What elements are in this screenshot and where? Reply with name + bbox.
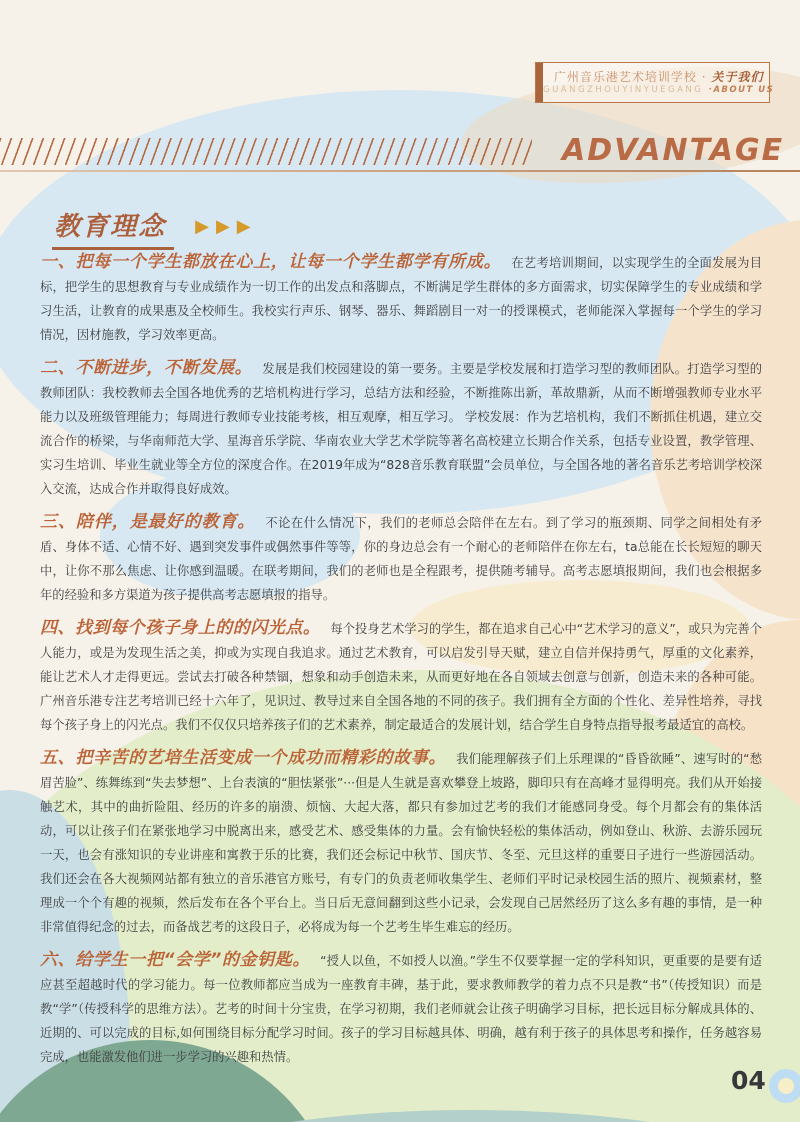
page-title: 教育理念 (52, 212, 174, 250)
section-body: 我们能理解孩子们上乐理课的“昏昏欲睡”、速写时的“愁眉苦脸”、练舞练到“失去梦想”、上台表演的“胆怯紧张”···但是人生就是喜欢攀登上坡路，脚印只有在高峰才显得明亮。我们从开始接触艺术，其中的曲折险阻、经历的许多的崩溃、烦恼、大起大落，都只有参加过艺考的我们才能感同身受。每个月都会有的集体活动，可以让孩子们在紧张地学习中脱离出来，感受艺术、感受集体的力量。会有愉快轻松的集体活动，例如登山、秋游、去游乐园玩一天，也会有涨知识的专业讲座和寓教于乐的比赛，我们还会标记中秋节、国庆节、冬至、元旦这样的重要日子进行一些游园活动。我们还会在各大视频网站都有独立的音乐港官方账号，有专门的负责老师收集学生、老师们平时记录校园生活的照片、视频素材，整理成一个个有趣的视频，然后发布在各个平台上。当日后无意间翻到这些小记录，会发现自己居然经历了这么多有趣的事情，是一种非常值得纪念的过去，而备战艺考的这段日子，必将成为每一个艺考生毕生难忘的经历。 (40, 752, 762, 934)
header-badge-bar (536, 63, 543, 102)
page-title-row (52, 206, 258, 243)
about-us-label: 关于我们 (711, 69, 764, 84)
section-body: 不论在什么情况下，我们的老师总会陪伴在左右。到了学习的瓶颈期、同学之间相处有矛盾、身体不适、心情不好、遇到突发事件或偶然事件等等，你的身边总会有一个耐心的老师陪伴在你左右，ta总能在长长短短的聊天中，让你不那么焦虑、让你感到温暖。在联考期间，我们的老师也是全程跟考，提供随考辅导。高考志愿填报期间，我们也会根据多年的经验和多方渠道为孩子提供高考志愿填报的指导。 (40, 516, 762, 602)
section-body: “授人以鱼，不如授人以渔。”学生不仅要掌握一定的学科知识，更重要的是要有适应甚至超越时代的学习能力。每一位教师都应当成为一座教育丰碑，基于此，要求教师教学的着力点不只是教“书”（传授知识）而是教“学”（传授科学的思维方法）。艺考的时间十分宝贵，在学习初期，我们老师就会让孩子明确学习目标，把长远目标分解成具体的、近期的、可以完成的目标,如何围绕目标分配学习时间。孩子的学习目标越具体、明确，越有利于孩子的具体思考和操作，任务越容易完成，也能激发他们进一步学习的兴趣和热情。 (40, 954, 762, 1064)
sections-container (40, 250, 762, 1078)
section-heading: 一、把每一个学生都放在心上，让每一个学生都学有所成。 (40, 252, 502, 272)
page-number: 04 (731, 1066, 766, 1095)
section-paragraph (40, 250, 762, 347)
about-us-label-en: ·ABOUT US (708, 84, 775, 95)
header-badge (535, 62, 775, 103)
divider-line (0, 170, 800, 172)
section-heading: 二、不断进步，不断发展。 (40, 358, 253, 378)
section-paragraph (40, 356, 762, 501)
header-badge-text (543, 70, 774, 96)
section-heading: 四、找到每个孩子身上的的闪光点。 (40, 618, 321, 638)
section-heading: 五、把辛苦的艺培生活变成一个成功而精彩的故事。 (40, 748, 447, 768)
diagonal-stripes-icon (0, 138, 532, 165)
section-body: 每个投身艺术学习的学生，都在追求自己心中“艺术学习的意义”，或只为完善个人能力，或是为发现生活之美，抑或为实现自我追求。通过艺术教育，可以启发引导天赋，建立自信并保持勇气，厚重的文化素养，能让艺术人才走得更远。尝试去打破各种禁锢，想象和动手创造未来，从而更好地在各自领域去创意与创新，创造未来的各种可能。广州音乐港专注艺考培训已经十六年了，见识过、教导过来自全国各地的不同的孩子。我们拥有全方面的个性化、差异性培养，寻找每个孩子身上的闪光点。我们不仅仅只培养孩子们的艺术素养，制定最适合的发展计划，结合学生自身特点指导报考最适宜的高校。 (40, 622, 763, 732)
section-paragraph (40, 746, 762, 939)
advantage-banner-title: ADVANTAGE (562, 133, 785, 168)
section-paragraph (40, 510, 762, 607)
page-dot-icon (769, 1069, 800, 1103)
school-name-en: GUANGZHOUYINYUEGANG (543, 84, 704, 95)
section-heading: 六、给学生一把“会学”的金钥匙。 (40, 950, 311, 970)
section-body: 发展是我们校园建设的第一要务。主要是学校发展和打造学习型的教师团队。打造学习型的教师团队：我校教师去全国各地优秀的艺培机构进行学习，总结方法和经验，不断推陈出新，革故鼎新，从而不断增强教师专业水平能力以及班级管理能力；每周进行教师专业技能考核，相互观摩，相互学习。 学校发展：作为艺培机构，我们不断抓住机遇，建立交流合作的桥梁，与华南师范大学、星海音乐学院、华南农业大学艺术学院等著名高校建立长期合作关系，包括专业设置，教学管理、实习生培训、毕业生就业等全方位的深度合作。在2019年成为“828音乐教育联盟”会员单位，与全国各地的著名音乐艺考培训学校深入交流，达成合作并取得良好成效。 (40, 362, 762, 496)
triangle-arrows-icon: ▶▶▶ (195, 216, 258, 237)
school-name: 广州音乐港艺术培训学校 · (553, 69, 707, 84)
section-heading: 三、陪伴，是最好的教育。 (40, 512, 256, 532)
section-paragraph (40, 616, 762, 737)
page-dot-inner-icon (778, 1078, 794, 1094)
section-body: 在艺考培训期间，以实现学生的全面发展为目标，把学生的思想教育与专业成绩作为一切工作的出发点和落脚点，不断满足学生群体的多方面需求，切实保障学生的专业成绩和学习生活，让教育的成果惠及全校师生。我校实行声乐、钢琴、器乐、舞蹈剧目一对一的授课模式，老师能深入掌握每一个学生的学习情况，因材施教，学习效率更高。 (40, 256, 762, 342)
section-paragraph (40, 948, 762, 1069)
